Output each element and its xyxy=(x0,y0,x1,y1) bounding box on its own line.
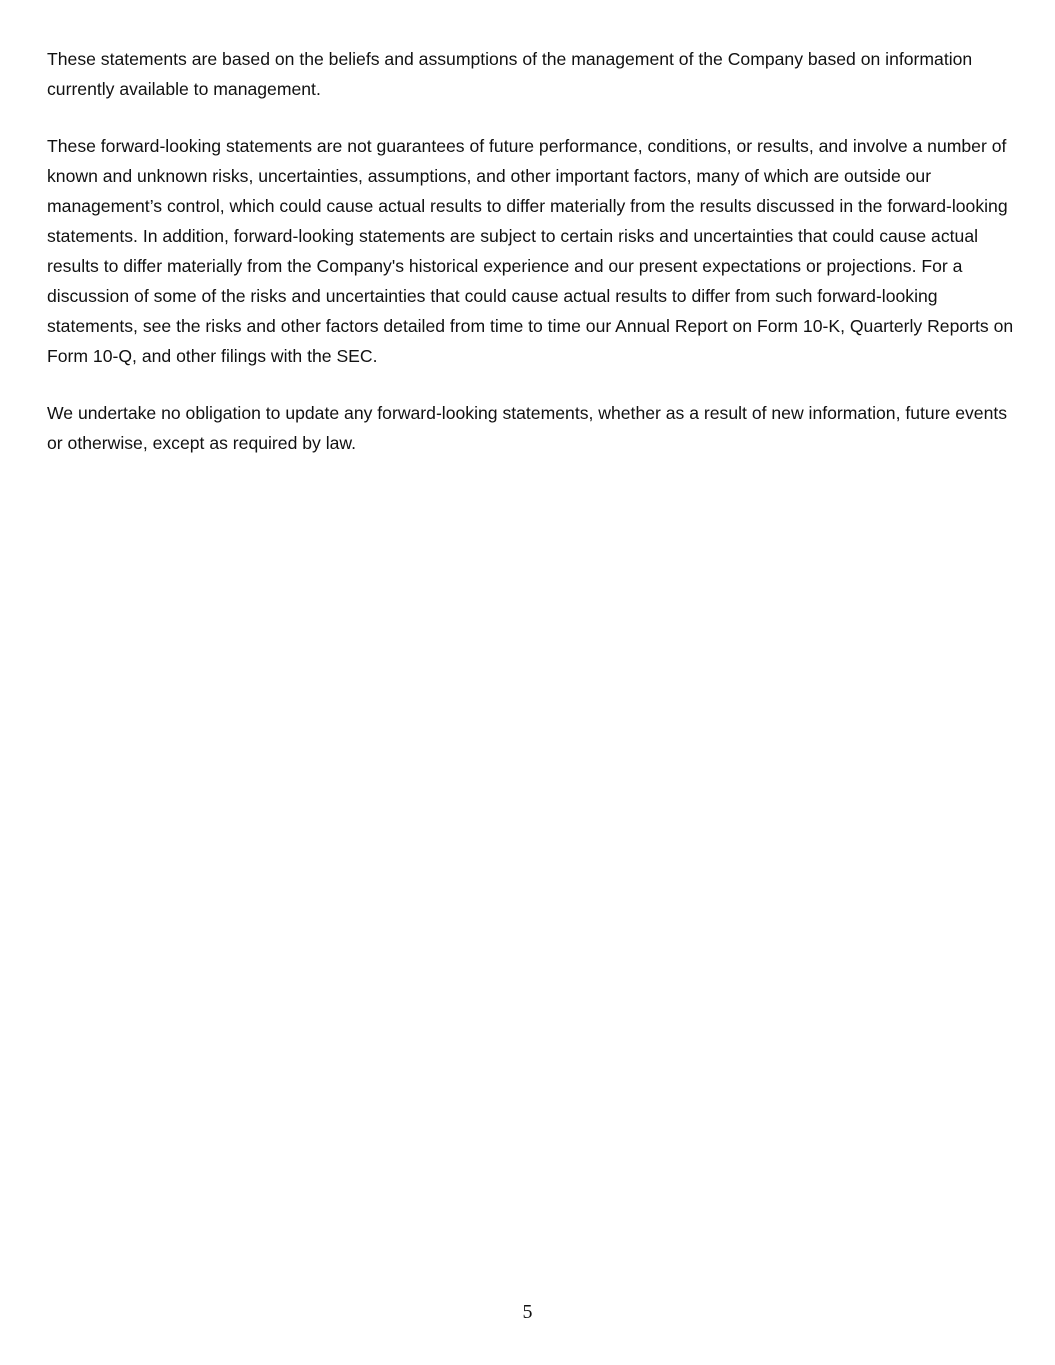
paragraph-no-obligation: We undertake no obligation to update any forward-looking statements, whether as a result of new information, future events or otherwise, except as required by law. xyxy=(47,403,1008,453)
document-body xyxy=(47,44,1015,485)
page-number: 5 xyxy=(522,1301,533,1323)
paragraph-risk-factors: These forward-looking statements are not guarantees of future performance, conditions, or results, and involve a number of known and unknown risks, uncertainties, assumptions, and other important factors, many of which are outside our management’s control, which could cause actual results to differ materially from the results discussed in the forward-looking statements. In addition, forward-looking statements are subject to certain risks and uncertainties that could cause actual results to differ materially from the Company's historical experience and our present expectations or projections. For a discussion of some of the risks and uncertainties that could cause actual results to differ from such forward-looking statements, see the risks and other factors detailed from time to time our Annual Report on Form 10-K, Quarterly Reports on Form 10-Q, and other filings with the SEC. xyxy=(47,136,1014,366)
paragraph-management-beliefs: These statements are based on the beliefs and assumptions of the management of the Company based on information currently available to management. xyxy=(47,49,973,99)
